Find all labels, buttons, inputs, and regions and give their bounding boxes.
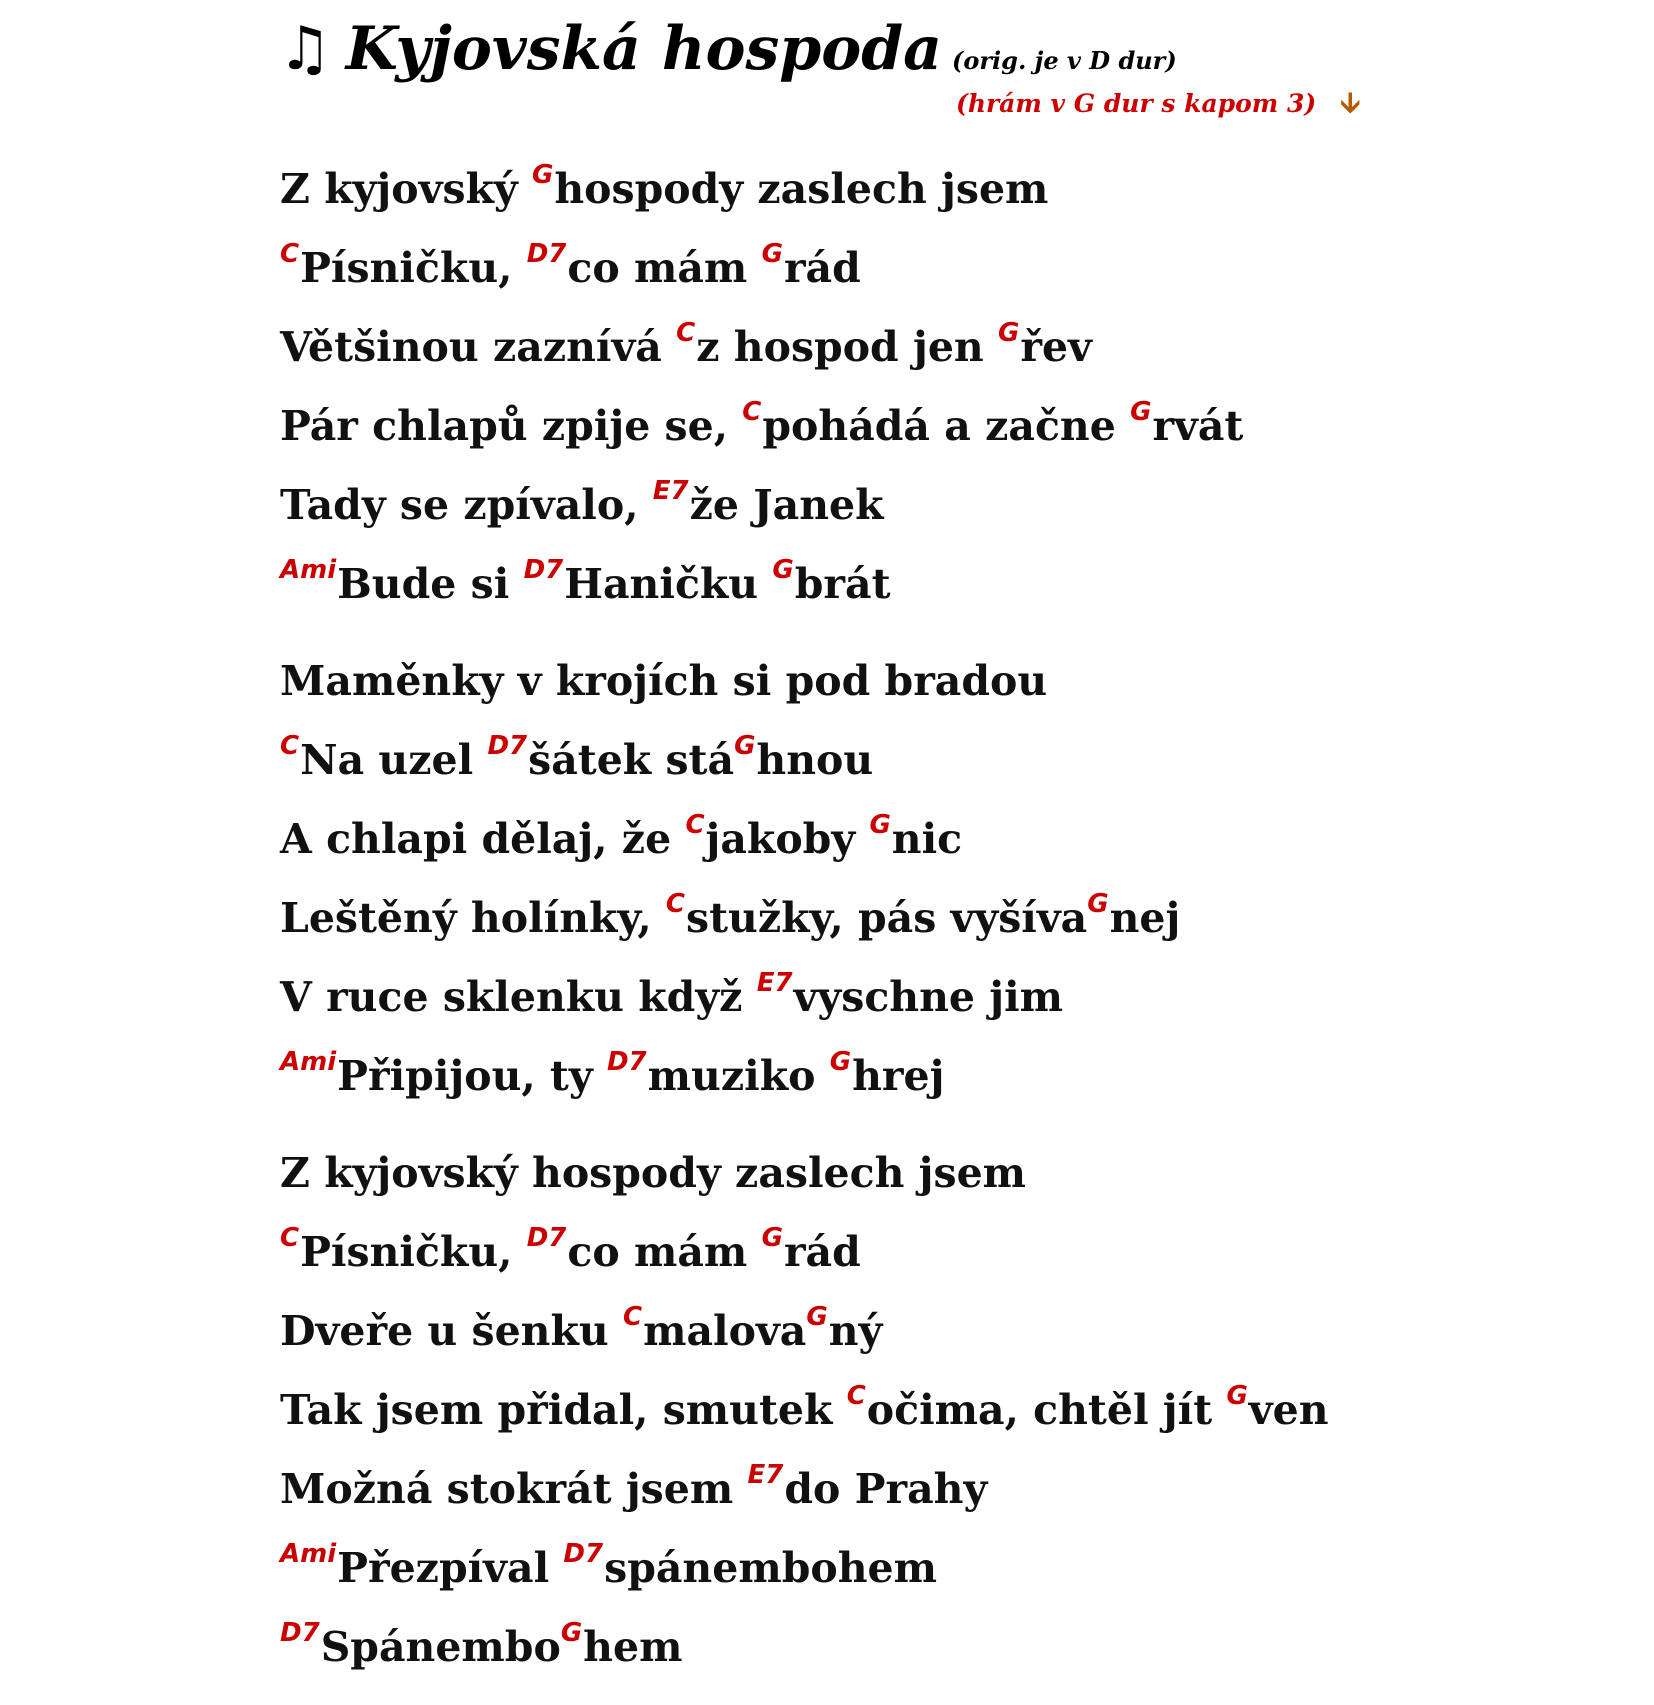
lyric-line xyxy=(280,545,1600,624)
lyric-line xyxy=(280,150,1600,229)
chord-label: C xyxy=(280,1223,300,1253)
chord-label: G xyxy=(869,810,891,840)
lyric-line xyxy=(280,879,1600,958)
lyric-text: jakoby xyxy=(705,815,870,863)
chord-label: D7 xyxy=(526,239,567,269)
capo-row xyxy=(956,82,1360,130)
lyric-text: Maměnky v krojích si pod bradou xyxy=(280,657,1048,705)
chord-label: D7 xyxy=(526,1223,567,1253)
chord-label: D7 xyxy=(487,731,528,761)
lyric-text: Pár chlapů zpije se, xyxy=(280,402,743,450)
music-note-icon: ♫ xyxy=(278,14,332,84)
chord-label: Ami xyxy=(280,555,337,585)
lyric-text: spánembohem xyxy=(604,1544,937,1592)
lyric-line xyxy=(280,1292,1600,1371)
lyric-line xyxy=(280,1371,1600,1450)
lyric-text: muziko xyxy=(647,1052,830,1100)
original-key-note: (orig. je v D dur) xyxy=(952,46,1177,75)
chord-label: E7 xyxy=(747,1460,784,1490)
lyric-text: Písničku, xyxy=(300,1228,527,1276)
lyric-text: Dveře u šenku xyxy=(280,1307,623,1355)
lyric-text: do Prahy xyxy=(784,1465,988,1513)
song-title: Kyjovská hospoda xyxy=(345,14,943,84)
chord-label: C xyxy=(742,397,762,427)
lyric-text: Bude si xyxy=(337,560,524,608)
title-row xyxy=(278,14,1177,84)
lyric-text: Písničku, xyxy=(300,244,527,292)
lyric-text: ný xyxy=(828,1307,883,1355)
chord-label: G xyxy=(761,239,783,269)
lyric-line xyxy=(280,229,1600,308)
lyric-text: Z kyjovský hospody zaslech jsem xyxy=(280,1149,1027,1197)
lyric-text: brát xyxy=(794,560,891,608)
chord-label: E7 xyxy=(756,968,793,998)
lyric-text: malova xyxy=(643,1307,807,1355)
lyric-line xyxy=(280,1608,1600,1687)
lyric-text: hrej xyxy=(852,1052,945,1100)
lyric-line xyxy=(280,1134,1600,1213)
chord-label: Ami xyxy=(280,1047,337,1077)
chord-label: D7 xyxy=(280,1618,320,1648)
lyric-text: Na uzel xyxy=(300,736,488,784)
stanza xyxy=(280,150,1600,624)
lyric-text: Haničku xyxy=(564,560,773,608)
lyric-line xyxy=(280,1529,1600,1608)
lyric-line xyxy=(280,642,1600,721)
lyric-text: A chlapi dělaj, že xyxy=(280,815,686,863)
chord-label: G xyxy=(806,1302,828,1332)
lyric-text: stužky, pás vyšíva xyxy=(686,894,1088,942)
lyric-text: hnou xyxy=(756,736,874,784)
lyric-text: Připijou, ty xyxy=(337,1052,607,1100)
chord-label: E7 xyxy=(652,476,689,506)
lyric-text: rád xyxy=(783,244,861,292)
lyric-text: Možná stokrát jsem xyxy=(280,1465,748,1513)
arrow-down-icon[interactable]: 🡫 xyxy=(1340,86,1361,119)
lyric-text: ven xyxy=(1248,1386,1329,1434)
chord-label: G xyxy=(532,160,554,190)
chord-label: D7 xyxy=(523,555,564,585)
chord-label: D7 xyxy=(606,1047,647,1077)
chord-label: C xyxy=(280,731,300,761)
lyric-text: Tak jsem přidal, smutek xyxy=(280,1386,847,1434)
chord-label: G xyxy=(1130,397,1152,427)
lyric-text: hospody zaslech jsem xyxy=(554,165,1049,213)
chord-label: D7 xyxy=(563,1539,604,1569)
lyric-text: co mám xyxy=(567,1228,762,1276)
lyric-line xyxy=(280,387,1600,466)
capo-note: (hrám v G dur s kapom 3) xyxy=(956,89,1317,118)
lyric-text: rvát xyxy=(1152,402,1244,450)
lyric-line xyxy=(280,1450,1600,1529)
chord-label: G xyxy=(734,731,756,761)
lyric-text: nic xyxy=(891,815,963,863)
chord-label: Ami xyxy=(280,1539,337,1569)
lyric-line xyxy=(280,958,1600,1037)
lyric-text: co mám xyxy=(567,244,762,292)
lyric-text: Leštěný holínky, xyxy=(280,894,666,942)
chord-label: G xyxy=(998,318,1020,348)
lyric-text: rád xyxy=(783,1228,861,1276)
lyrics xyxy=(280,150,1600,1705)
lyric-text: z hospod jen xyxy=(696,323,999,371)
chord-label: C xyxy=(685,810,705,840)
lyric-line xyxy=(280,1213,1600,1292)
lyric-text: vyschne jim xyxy=(793,973,1064,1021)
lyric-text: Z kyjovský xyxy=(280,165,533,213)
lyric-line xyxy=(280,800,1600,879)
lyric-text: Spánembo xyxy=(320,1623,561,1671)
chord-label: G xyxy=(1226,1381,1248,1411)
lyric-line xyxy=(280,308,1600,387)
lyric-text: očima, chtěl jít xyxy=(866,1386,1227,1434)
chord-label: G xyxy=(761,1223,783,1253)
chord-label: C xyxy=(622,1302,643,1332)
chord-label: G xyxy=(829,1047,852,1077)
lyric-text: hem xyxy=(583,1623,683,1671)
lyric-text: nej xyxy=(1109,894,1181,942)
stanza xyxy=(280,1134,1600,1687)
lyric-text: šátek stá xyxy=(528,736,735,784)
chord-label: C xyxy=(280,239,300,269)
chord-label: G xyxy=(1087,889,1109,919)
chord-label: C xyxy=(846,1381,866,1411)
lyric-text: že Janek xyxy=(689,481,884,529)
lyric-text: V ruce sklenku když xyxy=(280,973,757,1021)
lyric-text: Přezpíval xyxy=(337,1544,564,1592)
chord-label: C xyxy=(665,889,685,919)
lyric-line xyxy=(280,466,1600,545)
lyric-text: řev xyxy=(1020,323,1092,371)
lyric-text: Většinou zaznívá xyxy=(280,323,677,371)
chord-label: C xyxy=(676,318,696,348)
stanza xyxy=(280,642,1600,1116)
lyric-line xyxy=(280,721,1600,800)
lyric-text: Tady se zpívalo, xyxy=(280,481,653,529)
lyric-text: pohádá a začne xyxy=(762,402,1131,450)
chord-label: G xyxy=(772,555,794,585)
lyric-line xyxy=(280,1037,1600,1116)
chord-label: G xyxy=(560,1618,583,1648)
